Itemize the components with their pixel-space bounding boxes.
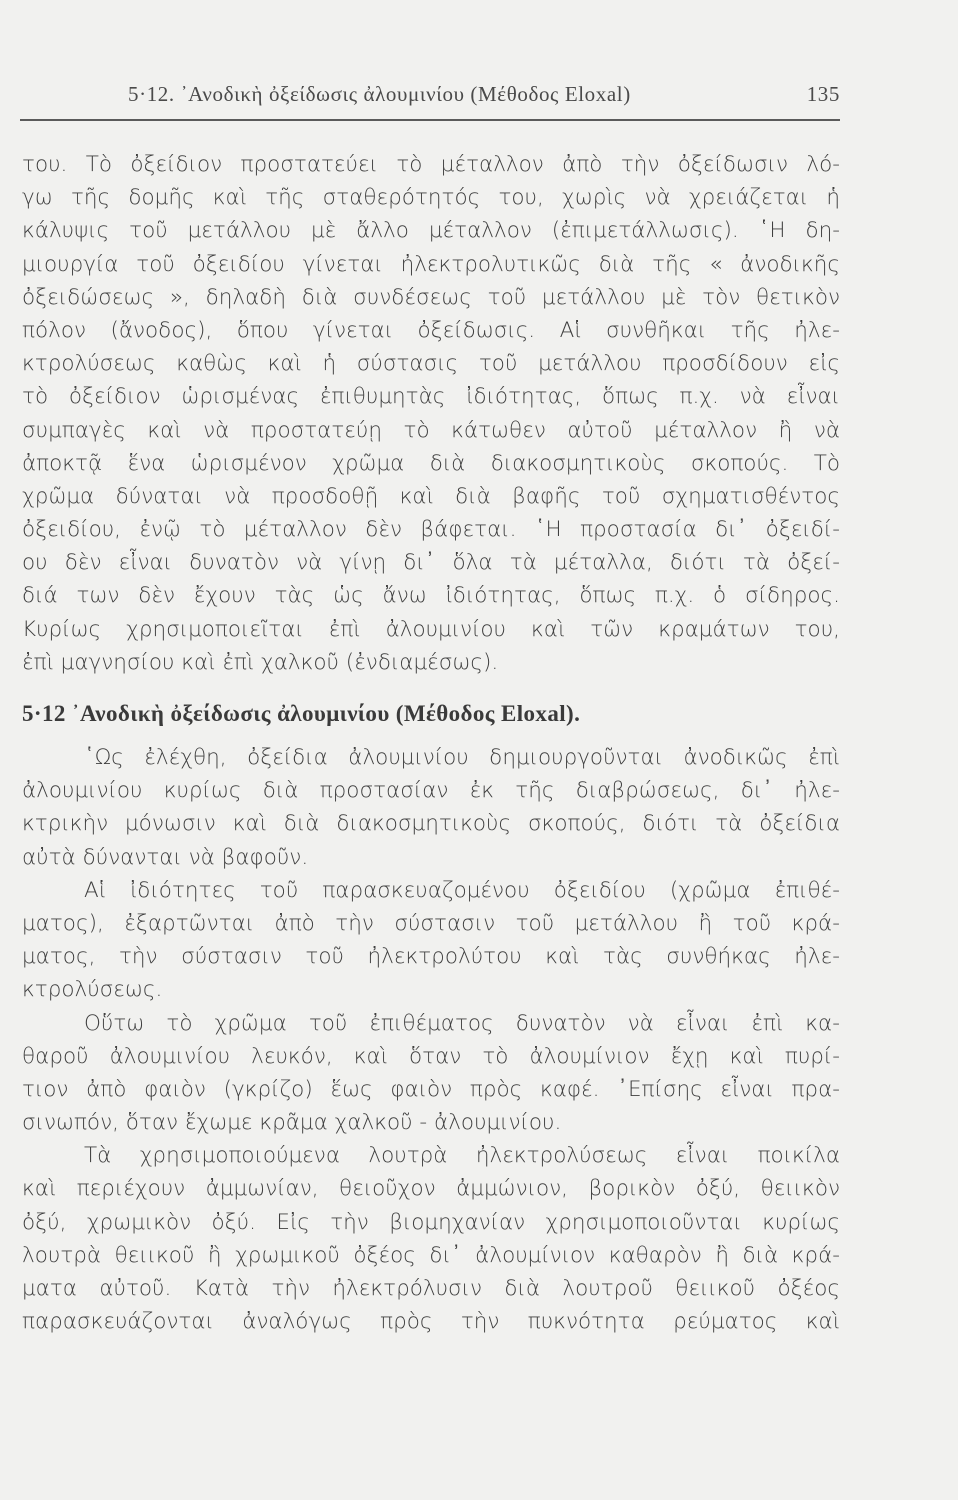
text-line: τιον ἀπὸ φαιὸν (γκρίζο) ἕως φαιὸν πρὸς καφέ. ᾽Επίσης εἶναι πρα- [22,1076,840,1102]
paragraph-3 [22,874,840,1007]
text-line: ῾Ως ἐλέχθη, ὀξείδια ἀλουμινίου δημιουργοῦνται ἀνοδικῶς ἐπὶ [84,745,840,770]
text-line: θαροῦ ἀλουμινίου λευκόν, καὶ ὅταν τὸ ἀλουμίνιον ἔχῃ καὶ πυρί- [22,1043,840,1069]
text-line: γω τῆς δομῆς καὶ τῆς σταθερότητός του, χωρὶς νὰ χρειάζεται ἡ [22,185,840,211]
text-line: πόλον (ἄνοδος), ὅπου γίνεται ὀξείδωσις. Αἱ συνθῆκαι τῆς ἠλε- [22,317,840,343]
text-line: παρασκευάζονται ἀναλόγως πρὸς τὴν πυκνότητα ρεύματος καὶ [22,1309,840,1335]
text-line: ὀξειδώσεως », δηλαδὴ διὰ συνδέσεως τοῦ μετάλλου μὲ τὸν θετικὸν [22,284,840,310]
text-line: σινωπόν, ὅταν ἔχωμε κρᾶμα χαλκοῦ - ἀλουμινίου. [22,1110,562,1136]
running-header [20,78,840,118]
text-line: Οὕτω τὸ χρῶμα τοῦ ἐπιθέματος δυνατὸν νὰ εἶναι ἐπὶ κα- [84,1010,840,1036]
text-line: ματος), ἐξαρτῶνται ἀπὸ τὴν σύστασιν τοῦ μετάλλου ἢ τοῦ κρά- [22,910,840,936]
paragraph-2 [22,741,840,874]
text-line: κτρολύσεως. [22,977,163,1003]
text-line: συμπαγὲς καὶ νὰ προστατεύῃ τὸ κάτωθεν αὐτοῦ μέταλλον ἢ νὰ [22,417,840,443]
text-line: ἀποκτᾷ ἕνα ὡρισμένον χρῶμα διὰ διακοσμητικοὺς σκοπούς. Τὸ [22,450,840,476]
text-line: λουτρὰ θειικοῦ ἢ χρωμικοῦ ὀξέος δι᾽ ἀλουμίνιον καθαρὸν ἢ διὰ κρά- [22,1242,840,1268]
text-line: κάλυψις τοῦ μετάλλου μὲ ἄλλο μέταλλον (ἐπιμετάλλωσις). ῾Η δη- [22,218,840,244]
text-line: ματος, τὴν σύστασιν τοῦ ἠλεκτρολύτου καὶ τὰς συνθήκας ἠλε- [22,944,840,970]
section-heading: 5·12 ᾽Ανοδικὴ ὀξείδωσις ἀλουμινίου (Μέθοδος Eloxal). [22,701,581,726]
text-line: κτρικὴν μόνωσιν καὶ διὰ διακοσμητικοὺς σκοπούς, διότι τὰ ὀξείδια [22,811,840,837]
running-header-title: 5·12. ᾽Ανοδικὴ ὀξείδωσις ἀλουμινίου (Μέθοδος Eloxal) [128,82,631,106]
text-line: του. Τὸ ὀξείδιον προστατεύει τὸ μέταλλον ἀπὸ τὴν ὀξείδωσιν λό- [22,152,840,177]
header-rule [20,119,840,121]
text-line: καὶ περιέχουν ἀμμωνίαν, θειοῦχον ἀμμώνιον, βορικὸν ὀξύ, θειικὸν [22,1176,840,1202]
text-line: ὀξειδίου, ἐνῷ τὸ μέταλλον δὲν βάφεται. ῾Η προστασία δι᾽ ὀξειδί- [22,517,840,543]
paragraph-5 [22,1139,840,1338]
text-line: αὐτὰ δύνανται νὰ βαφοῦν. [22,844,309,870]
text-line: διά των δὲν ἔχουν τὰς ὡς ἄνω ἰδιότητας, ὅπως π.χ. ὁ σίδηρος. [22,583,840,609]
body-text [22,148,840,1338]
paragraph-1 [22,148,840,679]
text-line: Αἱ ἰδιότητες τοῦ παρασκευαζομένου ὀξειδίου (χρῶμα ἐπιθέ- [84,877,840,903]
text-line: ἐπὶ μαγνησίου καὶ ἐπὶ χαλκοῦ (ἐνδιαμέσως). [22,649,499,675]
text-line: Τὰ χρησιμοποιούμενα λουτρὰ ἠλεκτρολύσεως εἶναι ποικίλα [84,1143,840,1169]
text-line: κτρολύσεως καθὼς καὶ ἡ σύστασις τοῦ μετάλλου προσδίδουν εἰς [22,351,840,377]
text-line: τὸ ὀξείδιον ὡρισμένας ἐπιθυμητὰς ἰδιότητας, ὅπως π.χ. νὰ εἶναι [22,384,840,410]
text-line: μιουργία τοῦ ὀξειδίου γίνεται ἠλεκτρολυτικῶς διὰ τῆς « ἀνοδικῆς [22,251,840,277]
text-line: ματα αὐτοῦ. Κατὰ τὴν ἠλεκτρόλυσιν διὰ λουτροῦ θειικοῦ ὀξέος [22,1276,840,1301]
text-line: ἀλουμινίου κυρίως διὰ προστασίαν ἐκ τῆς διαβρώσεως, δι᾽ ἠλε- [22,778,840,804]
text-line: ὀξύ, χρωμικὸν ὀξύ. Εἰς τὴν βιομηχανίαν χρησιμοποιοῦνται κυρίως [22,1209,840,1235]
page-number: 135 [806,82,840,106]
paragraph-4 [22,1007,840,1140]
text-line: χρῶμα δύναται νὰ προσδοθῇ καὶ διὰ βαφῆς τοῦ σχηματισθέντος [22,483,840,509]
text-line: Κυρίως χρησιμοποιεῖται ἐπὶ ἀλουμινίου καὶ τῶν κραμάτων του, [22,616,840,642]
text-line: ου δὲν εἶναι δυνατὸν νὰ γίνῃ δι᾽ ὅλα τὰ μέταλλα, διότι τὰ ὀξεί- [22,550,840,576]
